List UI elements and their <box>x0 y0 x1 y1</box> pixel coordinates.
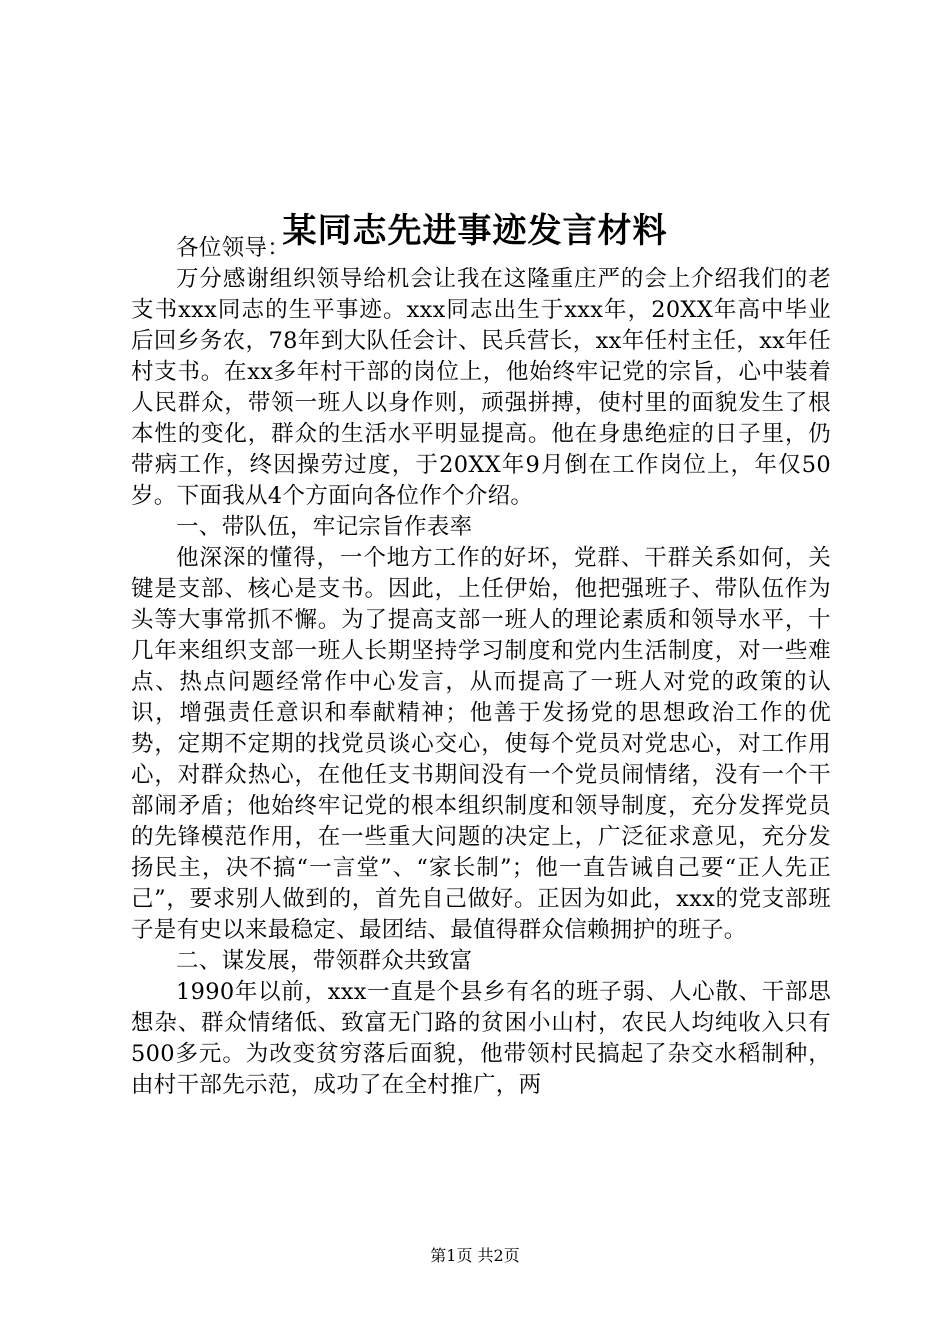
paragraph-intro: 万分感谢组织领导给机会让我在这隆重庄严的会上介绍我们的老支书xxx同志的生平事迹。xxx同志出生于xxx年，20XX年高中毕业后回乡务农，78年到大队任会计、民兵营长，xx年任村主任，xx年任村支书。在xx多年村干部的岗位上，他始终牢记党的宗旨，心中装着人民群众，带领一班人以身作则，顽强拼搏，使村里的面貌发生了根本性的变化，群众的生活水平明显提高。他在身患绝症的日子里，仍带病工作，终因操劳过度，于20XX年9月倒在工作岗位上，年仅50岁。下面我从4个方面向各位作个介绍。 <box>131 266 831 509</box>
page-footer: 第1页 共2页 <box>430 1246 520 1265</box>
paragraph-section-1: 他深深的懂得，一个地方工作的好坏，党群、干群关系如何，关键是支部、核心是支书。因此，上任伊始，他把强班子、带队伍作为头等大事常抓不懈。为了提高支部一班人的理论素质和领导水平，十几年来组织支部一班人长期坚持学习制度和党内生活制度，对一些难点、热点问题经常作中心发言，从而提高了一班人对党的政策的认识，增强责任意识和奉献精神；他善于发扬党的思想政治工作的优势，定期不定期的找党员谈心交心，使每个党员对党忠心，对工作用心，对群众热心，在他任支书期间没有一个党员闹情绪，没有一个干部闹矛盾；他始终牢记党的根本组织制度和领导制度，充分发挥党员的先锋模范作用，在一些重大问题的决定上，广泛征求意见，充分发扬民主，决不搞“一言堂”、“家长制”；他一直告诫自己要“正人先正己”，要求别人做到的，首先自己做好。正因为如此，xxx的党支部班子是有史以来最稳定、最团结、最值得群众信赖拥护的班子。 <box>131 545 831 943</box>
greeting: 各位领导： <box>176 235 291 261</box>
paragraph-section-2: 1990年以前，xxx一直是个县乡有名的班子弱、人心散、干部思想杂、群众情绪低、致富无门路的贫困小山村，农民人均纯收入只有500多元。为改变贫穷落后面貌，他带领村民搞起了杂交水稻制种，由村干部先示范，成功了在全村推广，两 <box>131 979 831 1098</box>
section-heading-2: 二、谋发展，带领群众共致富 <box>176 948 473 974</box>
document-title: 某同志先进事迹发言材料 <box>282 210 668 251</box>
section-heading-1: 一、带队伍，牢记宗旨作表率 <box>176 514 473 540</box>
document-body <box>131 233 831 1101</box>
